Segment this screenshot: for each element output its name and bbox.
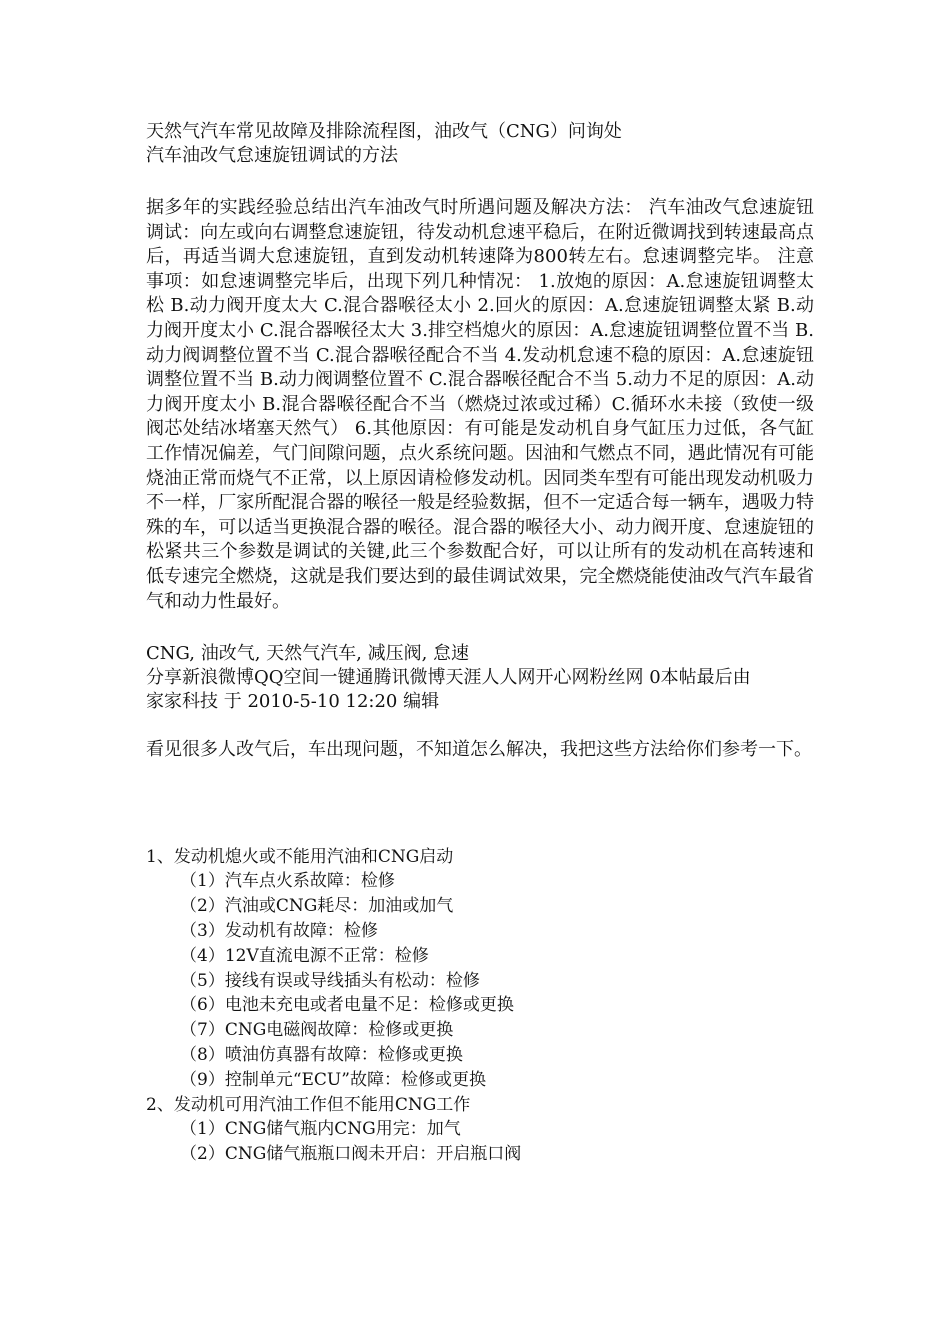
section-heading: 2、发动机可用汽油工作但不能用CNG工作 — [146, 1094, 471, 1115]
document-title: 天然气汽车常见故障及排除流程图，油改气（CNG）问询处 — [146, 121, 622, 142]
list-item: （3）发动机有故障：检修 — [180, 921, 378, 942]
list-item: （7）CNG电磁阀故障：检修或更换 — [180, 1020, 454, 1041]
spacer — [146, 168, 814, 196]
intro-paragraph: 看见很多人改气后，车出现问题，不知道怎么解决，我把这些方法给你们参考一下。 — [146, 739, 812, 761]
list-item: （4）12V直流电源不正常：检修 — [180, 945, 429, 966]
document-page — [146, 120, 814, 1167]
spacer — [146, 614, 814, 642]
fault-list — [146, 845, 814, 1167]
tags-line: CNG, 油改气, 天然气汽车, 减压阀, 怠速 — [146, 643, 470, 665]
list-item: （1）CNG储气瓶内CNG用完：加气 — [180, 1119, 461, 1140]
list-item: （8）喷油仿真器有故障：检修或更换 — [180, 1045, 463, 1066]
list-item: （1）汽车点火系故障：检修 — [180, 871, 395, 892]
main-paragraph: 据多年的实践经验总结出汽车油改气时所遇问题及解决方法： 汽车油改气怠速旋钮调试：向左或向右调整怠速旋钮，待发动机怠速平稳后，在附近微调找到转速最高点后，再适当调大怠速旋钮，直到发动机转速降为800转左右。怠速调整完毕。 注意事项：如怠速调整完毕后，出现下列几种情况： 1.放炮的原因：A.怠速旋钮调整太松 B.动力阀开度太大 C.混合器喉径太小 2.回火的原因：A.怠速旋钮调整太紧 B.动力阀开度太小 C.混合器喉径太大 3.排空档熄火的原因：A.怠速旋钮调整位置不当 B.动力阀调整位置不当 C.混合器喉径配合不当 4.发动机怠速不稳的原因：A.怠速旋钮调整位置不当 B.动力阀调整位置不 C.混合器喉径配合不当 5.动力不足的原因：A.动力阀开度太小 B.混合器喉径配合不当（燃烧过浓或过稀）C.循环水未接（致使一级阀芯处结冰堵塞天然气） 6.其他原因：有可能是发动机自身气缸压力过低，各气缸工作情况偏差，气门间隙问题，点火系统问题。因油和气燃点不同，遇此情况有可能烧油正常而烧气不正常，以上原因请检修发动机。因同类车型有可能出现发动机吸力不一样，厂家所配混合器的喉径一般是经验数据，但不一定适合每一辆车，遇吸力特殊的车，可以适当更换混合器的喉径。混合器的喉径大小、动力阀开度、怠速旋钮的松紧共三个参数是调试的关键,此三个参数配合好，可以让所有的发动机在高转速和低专速完全燃烧，这就是我们要达到的最佳调试效果，完全燃烧能使油改气汽车最省气和动力性最好。 — [146, 197, 814, 612]
document-subtitle: 汽车油改气怠速旋钮调试的方法 — [146, 145, 398, 166]
edit-info-line: 家家科技 于 2010-5-10 12:20 编辑 — [146, 691, 440, 713]
list-item: （2）汽油或CNG耗尽：加油或加气 — [180, 896, 454, 917]
list-item: （2）CNG储气瓶瓶口阀未开启：开启瓶口阀 — [180, 1144, 522, 1165]
spacer — [146, 763, 814, 845]
list-item: （6）电池未充电或者电量不足：检修或更换 — [180, 995, 514, 1016]
section-heading: 1、发动机熄火或不能用汽油和CNG启动 — [146, 846, 454, 867]
list-item: （5）接线有误或导线插头有松动：检修 — [180, 970, 480, 991]
share-line: 分享新浪微博QQ空间一键通腾讯微博天涯人人网开心网粉丝网 0本帖最后由 — [146, 667, 751, 689]
list-item: （9）控制单元“ECU”故障：检修或更换 — [180, 1069, 486, 1090]
spacer — [146, 714, 814, 738]
